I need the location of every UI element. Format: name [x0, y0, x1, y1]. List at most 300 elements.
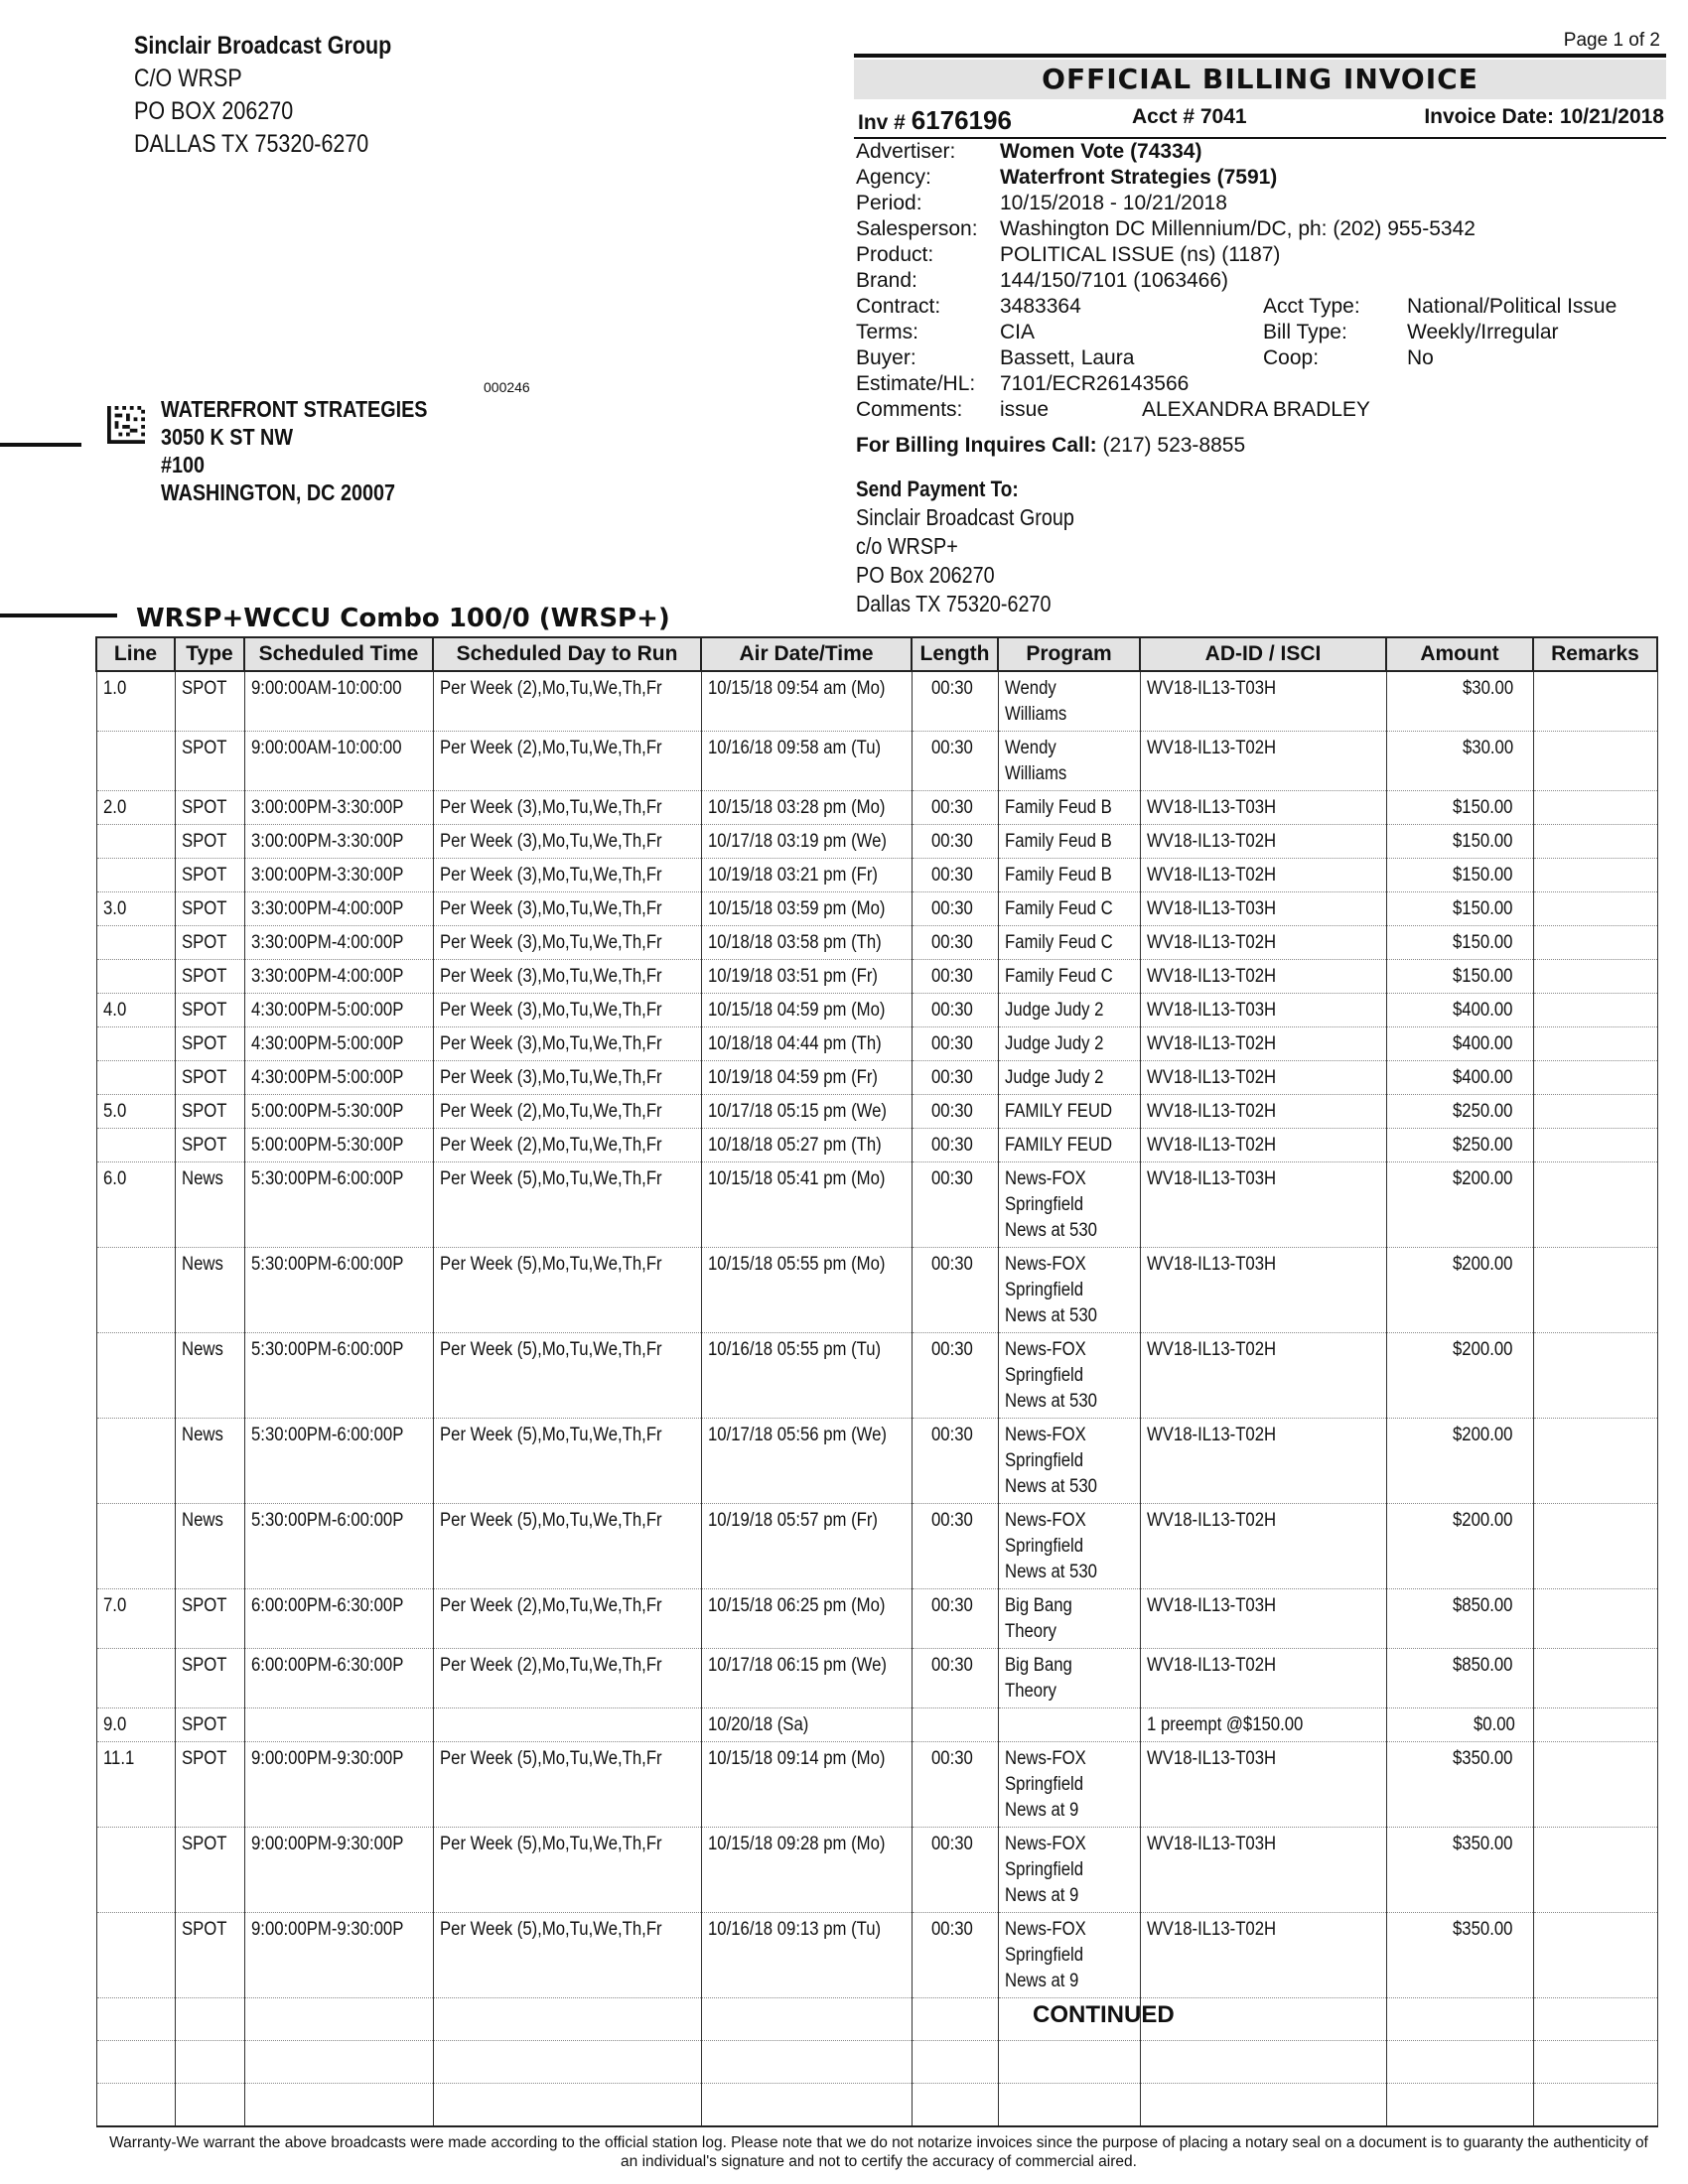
row-scheduled-day-text: Per Week (2),Mo,Tu,We,Th,Fr: [439, 738, 662, 758]
row-scheduled-day-text: Per Week (3),Mo,Tu,We,Th,Fr: [439, 1033, 662, 1054]
row-isci-text: WV18-IL13-T02H: [1146, 1919, 1276, 1940]
row-length-text: 00:30: [930, 738, 973, 758]
row-air-date: [701, 1504, 912, 1589]
row-type-text: SPOT: [181, 1919, 227, 1940]
row-scheduled-day: [433, 1708, 701, 1742]
blank-row: [96, 2084, 1657, 2127]
row-isci-text: WV18-IL13-T03H: [1146, 1254, 1276, 1275]
row-air-date: [701, 671, 912, 732]
row-type: [175, 1708, 244, 1742]
row-line: [96, 1589, 175, 1649]
row-type: [175, 926, 244, 960]
row-scheduled-day: [433, 732, 701, 791]
row-scheduled-time-text: 6:00:00PM-6:30:00P: [250, 1655, 403, 1676]
row-scheduled-time: [244, 994, 433, 1027]
table-row: [96, 859, 1657, 892]
row-air-date: [701, 1589, 912, 1649]
row-amount-text: $850.00: [1452, 1655, 1513, 1676]
row-program: [998, 960, 1140, 994]
row-line: [96, 960, 175, 994]
row-program-text: News-FOX Springfield News at 9: [1004, 1919, 1086, 1991]
row-scheduled-day-text: Per Week (5),Mo,Tu,We,Th,Fr: [439, 1834, 662, 1854]
datamatrix-barcode-icon: [107, 405, 145, 445]
row-type: [175, 1649, 244, 1708]
row-remarks: [1533, 1742, 1657, 1828]
row-isci: [1140, 926, 1386, 960]
row-length-text: 00:30: [930, 1595, 973, 1616]
row-remarks: [1533, 1248, 1657, 1333]
row-line: [96, 671, 175, 732]
row-isci-text: WV18-IL13-T02H: [1146, 1339, 1276, 1360]
row-air-date-text: 10/15/18 09:14 pm (Mo): [707, 1748, 885, 1769]
row-remarks: [1533, 791, 1657, 825]
row-program: [998, 994, 1140, 1027]
row-amount: [1386, 859, 1533, 892]
row-air-date: [701, 1027, 912, 1061]
mail-sequence-code: 000246: [484, 379, 530, 395]
row-scheduled-day: [433, 892, 701, 926]
row-scheduled-time: [244, 1095, 433, 1129]
blank-cell: [701, 2084, 912, 2127]
table-row: [96, 1162, 1657, 1248]
row-air-date-text: 10/19/18 04:59 pm (Fr): [707, 1067, 878, 1088]
row-air-date-text: 10/15/18 06:25 pm (Mo): [707, 1595, 885, 1616]
row-length-text: 00:30: [930, 1168, 973, 1189]
row-length-text: 00:30: [930, 1655, 973, 1676]
row-program: [998, 732, 1140, 791]
row-program: [998, 1419, 1140, 1504]
row-type: [175, 791, 244, 825]
row-air-date: [701, 1162, 912, 1248]
row-isci-text: WV18-IL13-T02H: [1146, 1033, 1276, 1054]
row-length: [912, 1913, 998, 1998]
row-program-text: Judge Judy 2: [1004, 1033, 1103, 1054]
row-scheduled-day-text: Per Week (5),Mo,Tu,We,Th,Fr: [439, 1748, 662, 1769]
row-length: [912, 1742, 998, 1828]
table-row: [96, 1708, 1657, 1742]
row-amount-text: $350.00: [1452, 1834, 1513, 1854]
row-length-text: 00:30: [930, 865, 973, 886]
row-scheduled-time: [244, 671, 433, 732]
row-scheduled-time: [244, 892, 433, 926]
row-length-text: 00:30: [930, 1033, 973, 1054]
row-remarks: [1533, 994, 1657, 1027]
row-length-text: 00:30: [930, 898, 973, 919]
sender-name: Sinclair Broadcast Group: [134, 32, 392, 60]
row-length: [912, 791, 998, 825]
row-air-date: [701, 1913, 912, 1998]
row-line-text: 6.0: [102, 1168, 126, 1189]
sender-line1: C/O WRSP: [134, 65, 242, 92]
row-program: [998, 791, 1140, 825]
row-scheduled-time: [244, 926, 433, 960]
row-scheduled-time-text: 9:00:00PM-9:30:00P: [250, 1919, 403, 1940]
row-length-text: 00:30: [930, 1834, 973, 1854]
row-line: [96, 892, 175, 926]
row-isci-text: WV18-IL13-T02H: [1146, 1510, 1276, 1531]
salesperson-label: Salesperson:: [856, 217, 978, 240]
row-length-text: 00:30: [930, 1067, 973, 1088]
row-scheduled-time-text: 9:00:00PM-9:30:00P: [250, 1834, 403, 1854]
row-type-text: SPOT: [181, 1748, 227, 1769]
row-length: [912, 1027, 998, 1061]
row-scheduled-time-text: 4:30:00PM-5:00:00P: [250, 1067, 403, 1088]
row-program-text: FAMILY FEUD: [1004, 1101, 1112, 1122]
row-air-date-text: 10/16/18 09:58 am (Tu): [707, 738, 881, 758]
recipient-line1: WATERFRONT STRATEGIES: [161, 396, 428, 422]
buyer-label: Buyer:: [856, 346, 916, 369]
billing-inquiries-label: For Billing Inquires Call:: [856, 434, 1097, 457]
row-air-date-text: 10/17/18 05:56 pm (We): [707, 1425, 887, 1445]
row-line: [96, 859, 175, 892]
payto-line3: PO Box 206270: [856, 562, 995, 588]
row-program-text: News-FOX Springfield News at 9: [1004, 1748, 1086, 1821]
row-remarks: [1533, 1649, 1657, 1708]
row-scheduled-time-text: 3:30:00PM-4:00:00P: [250, 932, 403, 953]
comments-value-2: ALEXANDRA BRADLEY: [1142, 398, 1370, 421]
blank-row: [96, 1998, 1657, 2041]
row-length: [912, 671, 998, 732]
row-amount-text: $250.00: [1452, 1101, 1513, 1122]
row-line-text: 5.0: [102, 1101, 126, 1122]
continued-label: CONTINUED: [1033, 2001, 1175, 2028]
row-amount-text: $150.00: [1452, 831, 1513, 852]
row-scheduled-day: [433, 1589, 701, 1649]
row-scheduled-day: [433, 994, 701, 1027]
estimate-value: 7101/ECR26143566: [1000, 372, 1190, 395]
blank-cell: [1533, 2041, 1657, 2084]
invoice-date: Invoice Date: 10/21/2018: [1424, 105, 1664, 128]
row-type: [175, 732, 244, 791]
row-type: [175, 1828, 244, 1913]
row-air-date: [701, 1828, 912, 1913]
blank-cell: [912, 2084, 998, 2127]
blank-cell: [175, 2041, 244, 2084]
detail-estimate: [856, 371, 1668, 397]
row-length: [912, 1061, 998, 1095]
row-scheduled-day: [433, 825, 701, 859]
row-line: [96, 1162, 175, 1248]
table-row: [96, 1027, 1657, 1061]
row-air-date-text: 10/15/18 09:54 am (Mo): [707, 678, 885, 699]
row-length: [912, 892, 998, 926]
row-scheduled-day-text: Per Week (2),Mo,Tu,We,Th,Fr: [439, 1135, 662, 1156]
row-air-date: [701, 791, 912, 825]
row-air-date-text: 10/20/18 (Sa): [707, 1714, 808, 1735]
row-scheduled-time: [244, 825, 433, 859]
row-scheduled-day: [433, 1129, 701, 1162]
row-isci-text: WV18-IL13-T02H: [1146, 1101, 1276, 1122]
row-length: [912, 994, 998, 1027]
row-amount: [1386, 926, 1533, 960]
table-header-row: [96, 637, 1657, 671]
row-scheduled-day: [433, 1061, 701, 1095]
row-air-date-text: 10/15/18 05:55 pm (Mo): [707, 1254, 885, 1275]
row-remarks: [1533, 732, 1657, 791]
detail-product: [856, 242, 1668, 268]
contract-label: Contract:: [856, 295, 941, 318]
row-scheduled-time-text: 3:00:00PM-3:30:00P: [250, 797, 403, 818]
row-scheduled-time: [244, 1649, 433, 1708]
row-scheduled-day: [433, 1504, 701, 1589]
row-type: [175, 994, 244, 1027]
row-remarks: [1533, 1333, 1657, 1419]
row-type: [175, 1248, 244, 1333]
row-length: [912, 859, 998, 892]
row-type-text: SPOT: [181, 966, 227, 987]
row-length: [912, 1095, 998, 1129]
row-remarks: [1533, 1913, 1657, 1998]
row-scheduled-day-text: Per Week (3),Mo,Tu,We,Th,Fr: [439, 797, 662, 818]
row-air-date: [701, 825, 912, 859]
row-remarks: [1533, 1162, 1657, 1248]
row-type-text: SPOT: [181, 831, 227, 852]
row-amount-text: $250.00: [1452, 1135, 1513, 1156]
table-row: [96, 926, 1657, 960]
row-amount-text: $150.00: [1452, 898, 1513, 919]
row-type: [175, 1419, 244, 1504]
row-scheduled-time-text: 3:30:00PM-4:00:00P: [250, 966, 403, 987]
row-scheduled-time-text: 5:30:00PM-6:00:00P: [250, 1425, 403, 1445]
invoice-id-line: [854, 101, 1666, 139]
table-row: [96, 892, 1657, 926]
row-length: [912, 1129, 998, 1162]
row-amount: [1386, 960, 1533, 994]
row-program: [998, 1828, 1140, 1913]
row-type-text: SPOT: [181, 865, 227, 886]
row-air-date-text: 10/18/18 04:44 pm (Th): [707, 1033, 882, 1054]
row-scheduled-time-text: 5:30:00PM-6:00:00P: [250, 1168, 403, 1189]
row-air-date: [701, 1248, 912, 1333]
detail-buyer: [856, 345, 1668, 371]
row-program-text: Wendy Williams: [1004, 738, 1066, 784]
row-line: [96, 1742, 175, 1828]
row-scheduled-time: [244, 859, 433, 892]
row-type-text: News: [181, 1254, 223, 1275]
row-program: [998, 1095, 1140, 1129]
row-air-date: [701, 960, 912, 994]
blank-cell: [244, 2041, 433, 2084]
row-scheduled-time: [244, 1742, 433, 1828]
row-isci-text: WV18-IL13-T02H: [1146, 932, 1276, 953]
blank-cell: [1386, 2084, 1533, 2127]
row-remarks: [1533, 671, 1657, 732]
row-length-text: 00:30: [930, 831, 973, 852]
row-isci-text: WV18-IL13-T02H: [1146, 1425, 1276, 1445]
sender-line3: DALLAS TX 75320-6270: [134, 130, 369, 158]
acct-type-value: National/Political Issue: [1407, 295, 1618, 318]
row-amount: [1386, 1162, 1533, 1248]
row-length: [912, 1589, 998, 1649]
row-program: [998, 1162, 1140, 1248]
table-row: [96, 1419, 1657, 1504]
row-air-date: [701, 1095, 912, 1129]
row-line: [96, 791, 175, 825]
row-amount: [1386, 1913, 1533, 1998]
row-scheduled-time-text: 3:00:00PM-3:30:00P: [250, 831, 403, 852]
row-isci: [1140, 1061, 1386, 1095]
row-air-date-text: 10/15/18 04:59 pm (Mo): [707, 1000, 885, 1021]
row-scheduled-day: [433, 926, 701, 960]
row-scheduled-day-text: Per Week (3),Mo,Tu,We,Th,Fr: [439, 898, 662, 919]
row-amount-text: $150.00: [1452, 797, 1513, 818]
invoice-top-rule: [854, 54, 1666, 58]
table-row: [96, 1649, 1657, 1708]
combo-title: WRSP+WCCU Combo 100/0 (WRSP+): [136, 604, 670, 633]
blank-cell: [96, 1998, 175, 2041]
row-length: [912, 960, 998, 994]
row-program: [998, 892, 1140, 926]
row-remarks: [1533, 1504, 1657, 1589]
row-remarks: [1533, 960, 1657, 994]
row-scheduled-time-text: 5:30:00PM-6:00:00P: [250, 1339, 403, 1360]
row-isci-text: WV18-IL13-T03H: [1146, 1748, 1276, 1769]
blank-cell: [1533, 1998, 1657, 2041]
row-line-text: 9.0: [102, 1714, 126, 1735]
row-scheduled-time: [244, 1504, 433, 1589]
row-scheduled-time: [244, 1828, 433, 1913]
row-type-text: SPOT: [181, 797, 227, 818]
row-type: [175, 671, 244, 732]
invoice-number: [858, 105, 1012, 136]
row-length-text: 00:30: [930, 797, 973, 818]
row-isci-text: WV18-IL13-T03H: [1146, 898, 1276, 919]
brand-value: 144/150/7101 (1063466): [1000, 269, 1229, 292]
row-air-date-text: 10/19/18 03:21 pm (Fr): [707, 865, 878, 886]
row-air-date: [701, 1129, 912, 1162]
row-line-text: 11.1: [102, 1748, 134, 1769]
row-isci: [1140, 1828, 1386, 1913]
table-row: [96, 1248, 1657, 1333]
row-length: [912, 1162, 998, 1248]
row-air-date-text: 10/15/18 03:28 pm (Mo): [707, 797, 885, 818]
row-type-text: SPOT: [181, 1000, 227, 1021]
row-type: [175, 1504, 244, 1589]
row-line-text: 2.0: [102, 797, 126, 818]
blank-cell: [701, 2041, 912, 2084]
row-program-text: News-FOX Springfield News at 530: [1004, 1339, 1097, 1412]
row-length-text: 00:30: [930, 1748, 973, 1769]
row-scheduled-time-text: 4:30:00PM-5:00:00P: [250, 1033, 403, 1054]
row-line: [96, 732, 175, 791]
row-remarks: [1533, 1708, 1657, 1742]
coop-label: Coop:: [1263, 346, 1320, 369]
billing-inquiries: [856, 434, 1245, 458]
recipient-line3: #100: [161, 452, 206, 478]
row-program-text: Wendy Williams: [1004, 678, 1066, 725]
row-air-date-text: 10/18/18 05:27 pm (Th): [707, 1135, 882, 1156]
coop-value: No: [1407, 346, 1434, 369]
detail-agency: [856, 165, 1668, 191]
payto-line4: Dallas TX 75320-6270: [856, 591, 1052, 616]
row-amount: [1386, 825, 1533, 859]
row-program: [998, 1913, 1140, 1998]
row-line-text: 1.0: [102, 678, 126, 699]
row-scheduled-time: [244, 1708, 433, 1742]
send-payment-block: [856, 475, 1074, 618]
row-program-text: Big Bang Theory: [1004, 1595, 1072, 1642]
row-scheduled-day: [433, 960, 701, 994]
row-length-text: 00:30: [930, 966, 973, 987]
row-scheduled-day-text: Per Week (5),Mo,Tu,We,Th,Fr: [439, 1339, 662, 1360]
row-scheduled-day: [433, 1095, 701, 1129]
row-air-date: [701, 994, 912, 1027]
row-scheduled-day-text: Per Week (2),Mo,Tu,We,Th,Fr: [439, 678, 662, 699]
row-isci: [1140, 1095, 1386, 1129]
sender-address: [134, 30, 391, 161]
row-type-text: News: [181, 1510, 223, 1531]
blank-cell: [433, 2084, 701, 2127]
row-scheduled-time: [244, 732, 433, 791]
blank-cell: [175, 2084, 244, 2127]
bill-type-label: Bill Type:: [1263, 321, 1347, 343]
row-program-text: Family Feud B: [1004, 831, 1112, 852]
table-row: [96, 1061, 1657, 1095]
row-scheduled-day-text: Per Week (5),Mo,Tu,We,Th,Fr: [439, 1425, 662, 1445]
row-scheduled-day: [433, 1828, 701, 1913]
detail-contract: [856, 294, 1668, 320]
col-length: Length: [912, 637, 998, 671]
agency-value: Waterfront Strategies (7591): [1000, 166, 1278, 189]
row-amount: [1386, 1649, 1533, 1708]
row-scheduled-time-text: 9:00:00AM-10:00:00: [250, 738, 402, 758]
row-amount-text: $200.00: [1452, 1254, 1513, 1275]
row-remarks: [1533, 1419, 1657, 1504]
row-air-date-text: 10/15/18 09:28 pm (Mo): [707, 1834, 885, 1854]
table-row: [96, 1742, 1657, 1828]
row-amount-text: $350.00: [1452, 1748, 1513, 1769]
blank-cell: [701, 1998, 912, 2041]
row-scheduled-time: [244, 1589, 433, 1649]
blank-cell: [1386, 2041, 1533, 2084]
table-row: [96, 1589, 1657, 1649]
row-isci: [1140, 1027, 1386, 1061]
row-length: [912, 1248, 998, 1333]
row-type-text: SPOT: [181, 738, 227, 758]
row-program: [998, 859, 1140, 892]
row-isci: [1140, 1589, 1386, 1649]
blank-cell: [1140, 1998, 1386, 2041]
row-amount: [1386, 1742, 1533, 1828]
invoice-number-value: 6176196: [911, 105, 1012, 135]
col-line: Line: [96, 637, 175, 671]
row-program: [998, 1248, 1140, 1333]
row-scheduled-time: [244, 1248, 433, 1333]
row-length: [912, 1333, 998, 1419]
row-scheduled-time-text: 5:00:00PM-5:30:00P: [250, 1101, 403, 1122]
recipient-address: [161, 395, 427, 506]
comments-value: issue: [1000, 398, 1050, 421]
row-amount: [1386, 1504, 1533, 1589]
row-isci-text: WV18-IL13-T02H: [1146, 738, 1276, 758]
blank-cell: [912, 1998, 998, 2041]
row-line: [96, 926, 175, 960]
blank-cell: [433, 2041, 701, 2084]
row-remarks: [1533, 859, 1657, 892]
row-line-text: 3.0: [102, 898, 126, 919]
row-air-date: [701, 892, 912, 926]
row-scheduled-time: [244, 791, 433, 825]
row-program-text: Family Feud C: [1004, 898, 1113, 919]
row-isci-text: WV18-IL13-T02H: [1146, 966, 1276, 987]
row-remarks: [1533, 892, 1657, 926]
row-type-text: SPOT: [181, 1067, 227, 1088]
payto-line2: c/o WRSP+: [856, 533, 958, 559]
row-remarks: [1533, 926, 1657, 960]
row-amount: [1386, 892, 1533, 926]
row-amount-text: $150.00: [1452, 865, 1513, 886]
row-amount: [1386, 1248, 1533, 1333]
